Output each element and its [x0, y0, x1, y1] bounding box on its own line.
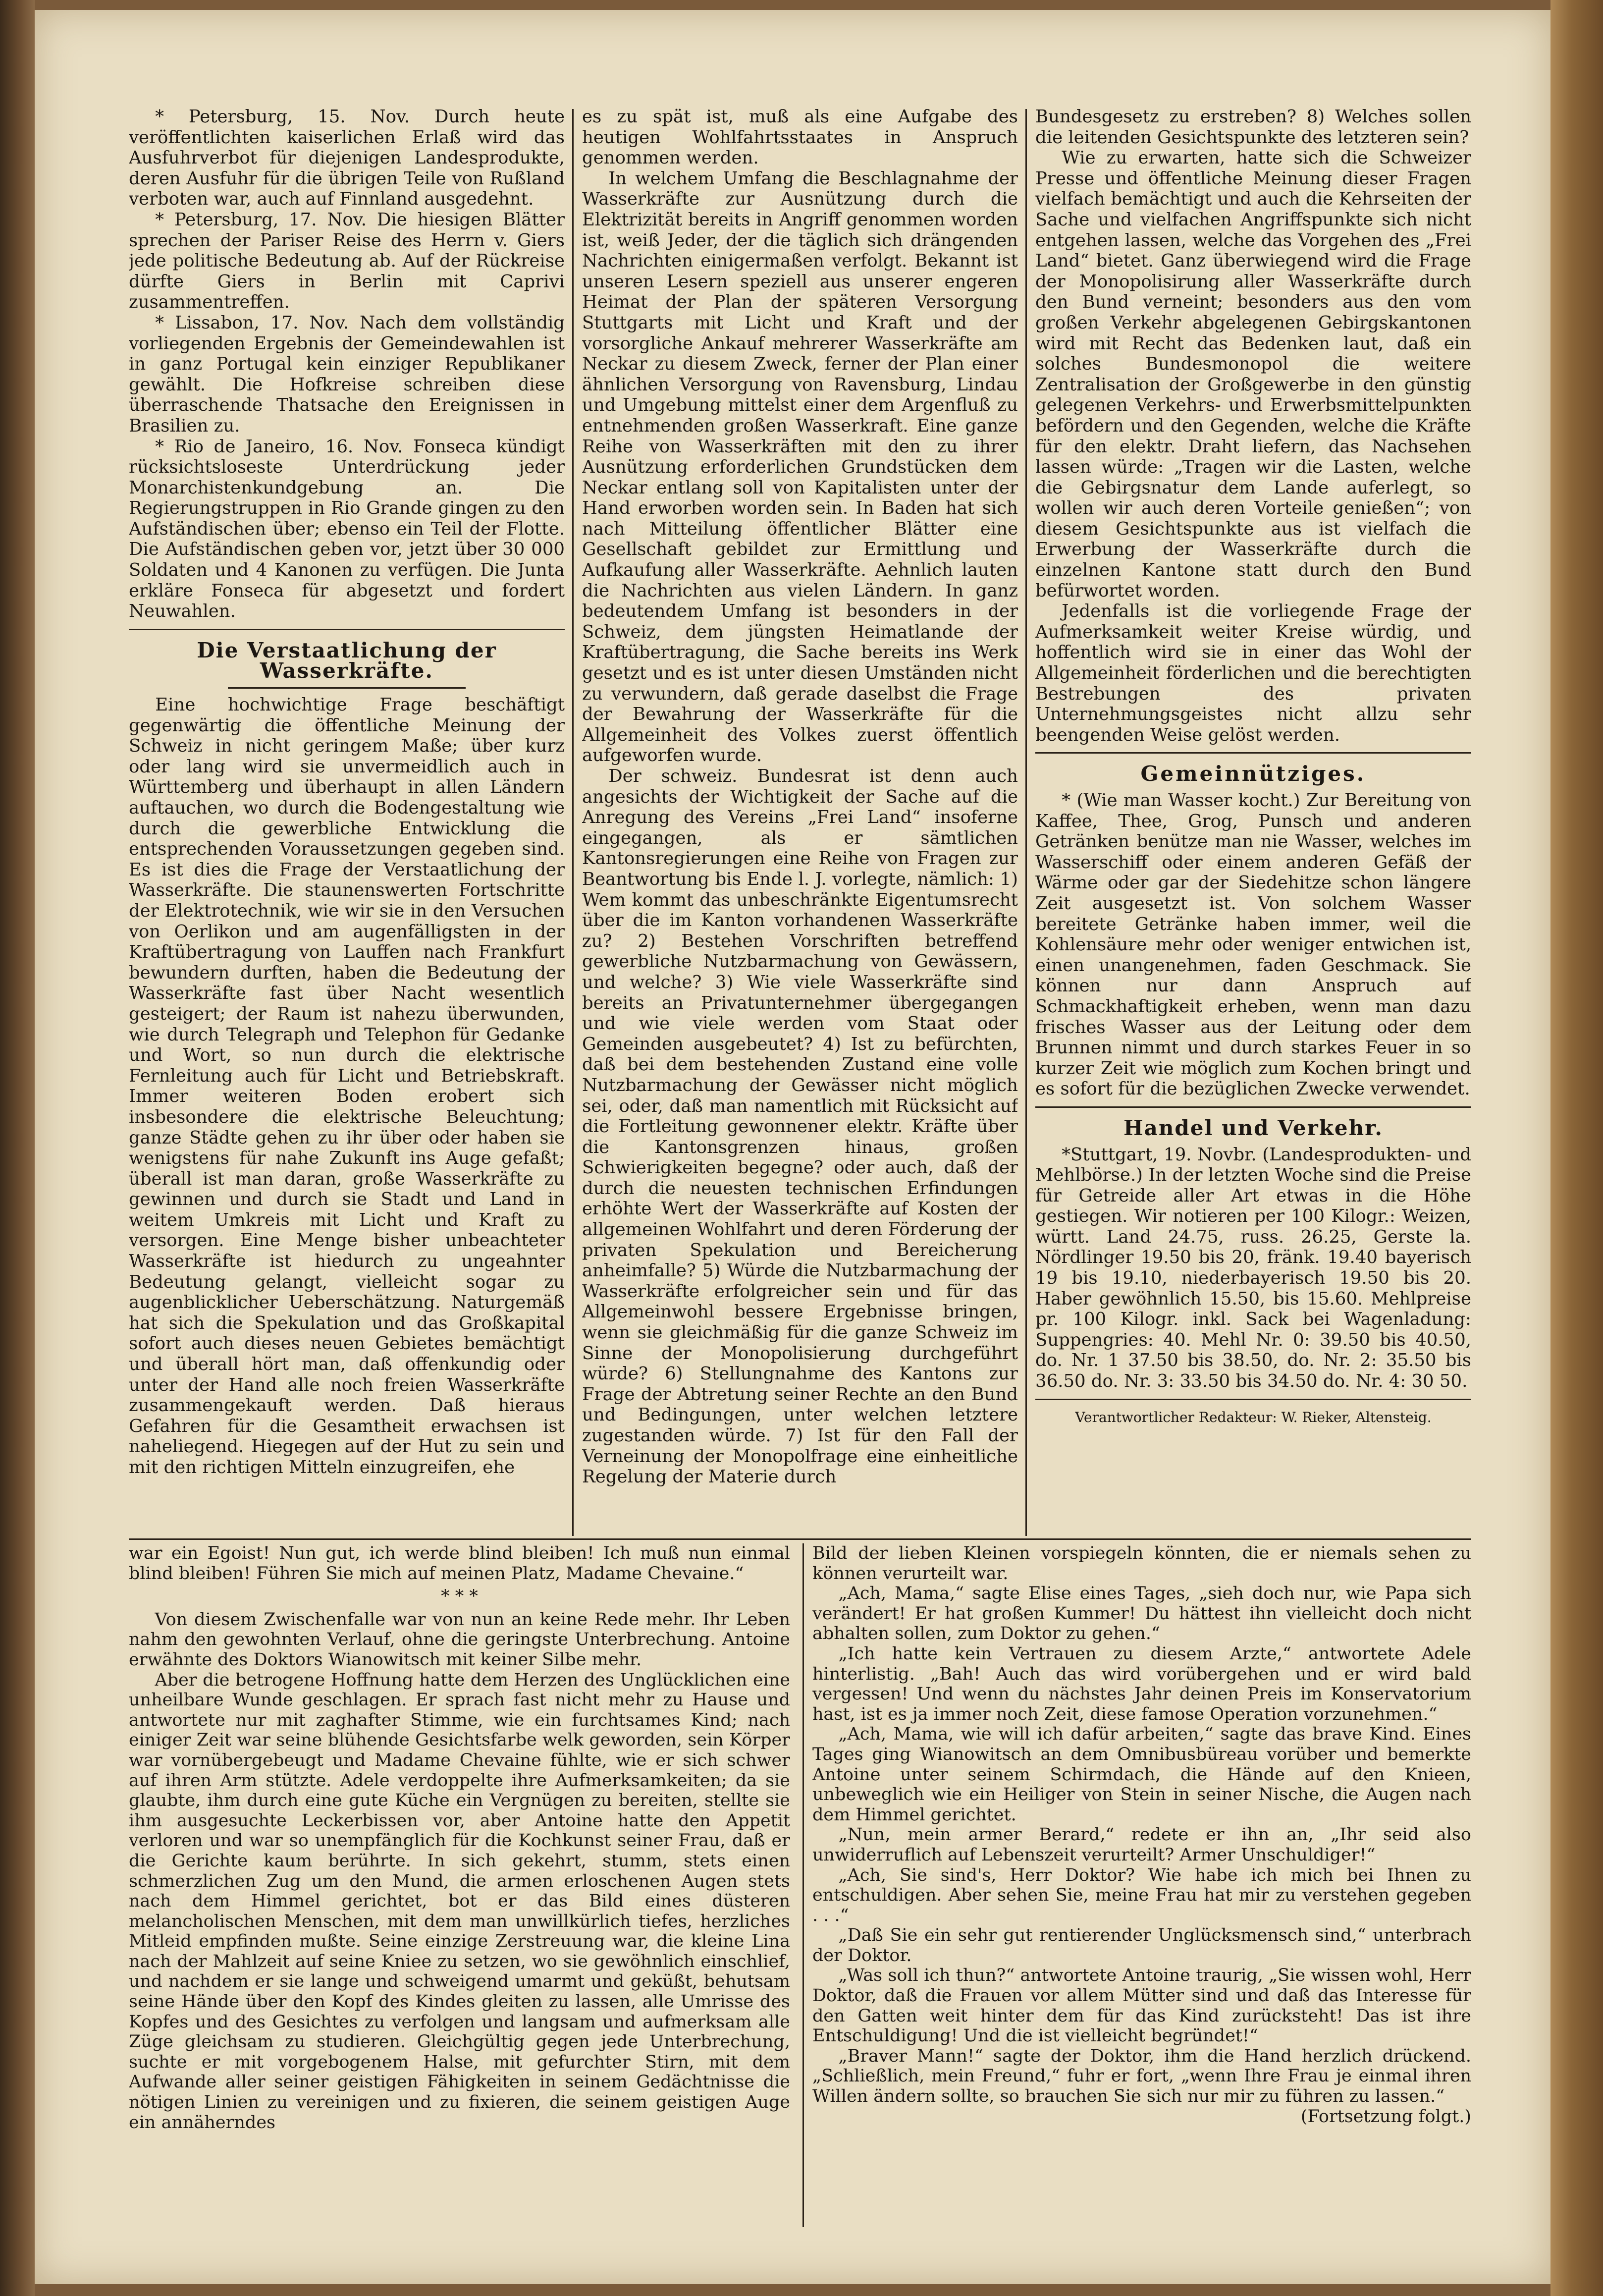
- book-binding: [0, 0, 35, 2296]
- paragraph: * Rio de Janeiro, 16. Nov. Fonseca kündigt rücksichtsloseste Unterdrückung jeder Monarchistenkundgebung an. Die Regierungstruppen in Rio Grande gingen zu den Aufständischen über; ebenso ein Teil der Flotte. Die Aufständischen geben vor, jetzt über 30 000 Soldaten und 4 Kanonen zu verfügen. Die Junta erkläre Fonseca für abgesetzt und fordert Neuwahlen.: [129, 436, 565, 622]
- paragraph: * Petersburg, 17. Nov. Die hiesigen Blätter sprechen der Pariser Reise des Herrn v. Giers jede politische Bedeutung ab. Auf der Rückreise dürfte Giers in Berlin mit Caprivi zusammentreffen.: [129, 209, 565, 313]
- paragraph: Wie zu erwarten, hatte sich die Schweizer Presse und öffentliche Meinung dieser Fragen vielfach bemächtigt und auch die Kehrseiten der Sache und vielfachen Angriffspunkte sich nicht entgehen lassen, welche das Vorgehen des „Frei Land“ bietet. Ganz überwiegend wird die Frage der Monopolisirung aller Wasserkräfte durch den Bund verneint; besonders aus den vom großen Verkehr abgelegenen Gebirgskantonen wird mit Recht das Bedenken laut, daß ein solches Bundesmonopol die weitere Zentralisation der Großgewerbe in den günstig gelegenen Verkehrs- und Erwerbsmittelpunkten befördern und den Gegenden, welche die Kräfte für den elektr. Draht liefern, das Nachsehen lassen würde: „Tragen wir die Lasten, welche die Gebirgsnatur dem Lande auferlegt, so wollen wir auch deren Vorteile genießen“; von diesem Gesichtspunkte aus ist vielfach die Erwerbung der Wasserkräfte durch die einzelnen Kantone statt durch den Bund befürwortet worden.: [1035, 148, 1471, 601]
- paragraph: * Petersburg, 15. Nov. Durch heute veröffentlichten kaiserlichen Erlaß wird das Ausfuhrverbot für diejenigen Landesprodukte, deren Ausfuhr für die übrigen Teile von Rußland verboten war, auch auf Finnland ausgedehnt.: [129, 107, 565, 210]
- paragraph: „Braver Mann!“ sagte der Doktor, ihm die Hand herzlich drückend. „Schließlich, mein Freund,“ fuhr er fort, „wenn Ihre Frau je einmal ihren Willen ändern sollte, so brauchen Sie sich nur mir zu führen zu lassen.“: [812, 2046, 1471, 2107]
- paragraph: „Ach, Mama,“ sagte Elise eines Tages, „sieh doch nur, wie Papa sich verändert! Er hat großen Kummer! Du hättest ihn vielleicht doch nicht abhalten sollen, zum Doktor zu gehen.“: [812, 1584, 1471, 1644]
- divider: [1035, 1106, 1471, 1108]
- paragraph: es zu spät ist, muß als eine Aufgabe des heutigen Wohlfahrtsstaates in Anspruch genommen werden.: [582, 107, 1018, 168]
- section-heading-gemeinnuetziges: Gemeinnütziges.: [1140, 762, 1366, 786]
- column-rule: [572, 109, 574, 1536]
- editor-imprint: Verantwortlicher Redakteur: W. Rieker, Altensteig.: [1075, 1409, 1432, 1425]
- article-conclusion: [1035, 107, 1471, 745]
- paragraph: „Ich hatte kein Vertrauen zu diesem Arzte,“ antwortete Adele hinterlistig. „Bah! Auch das wird vorübergehen und er wird bald vergessen! Und wenn du nächstes Jahr deinen Preis im Konservatorium hast, ist es ja immer noch Zeit, diese famose Operation vorzunehmen.“: [812, 1643, 1471, 1724]
- article-body: [129, 695, 565, 1478]
- paragraph: Jedenfalls ist die vorliegende Frage der Aufmerksamkeit weiter Kreise würdig, und hoffentlich wird sie in einer das Wohl der Allgemeinheit förderlichen und die berechtigten Bestrebungen des privaten Unternehmungsgeistes nicht allzu sehr beengenden Weise gelöst werden.: [1035, 601, 1471, 745]
- divider: [228, 687, 466, 689]
- column-rule: [1025, 109, 1027, 1536]
- gemeinnuetziges-item: * (Wie man Wasser kocht.) Zur Bereitung von Kaffee, Thee, Grog, Punsch und anderen Getränken benütze man nie Wasser, welches im Wasserschiff oder einem anderen Gefäß der Wärme oder gar der Siedehitze schon längere Zeit ausgesetzt ist. Von solchem Wasser bereitete Getränke haben immer, weil die Kohlensäure mehr oder weniger entwichen ist, einen unangenehmen, faden Geschmack. Sie können nur dann Anspruch auf Schmackhaftigkeit erheben, wenn man dazu frisches Wasser aus der Leitung oder dem Brunnen nimmt und durch starkes Feuer in so kurzer Zeit wie möglich zum Kochen bringt und es sofort für die bezüglichen Zwecke verwendet.: [1035, 790, 1471, 1099]
- market-report: *Stuttgart, 19. Novbr. (Landesprodukten- und Mehlbörse.) In der letzten Woche sind die Preise für Getreide aller Art etwas in die Höhe gestiegen. Wir notieren per 100 Kilogr.: Weizen, württ. Land 24.75, russ. 26.25, Gerste la. Nördlinger 19.50 bis 20, fränk. 19.40 bayerisch 19 bis 19.10, niederbayerisch 19.50 bis 20. Haber gewöhnlich 15.50, bis 15.60. Mehlpreise pr. 100 Kilogr. inkl. Sack bei Wagenladung: Suppengries: 40. Mehl Nr. 0: 39.50 bis 40.50, do. Nr. 1 37.50 bis 38.50, do. Nr. 2: 35.50 bis 36.50 do. Nr. 3: 33.50 bis 34.50 do. Nr. 4: 30 50.: [1035, 1144, 1471, 1392]
- paragraph: Bundesgesetz zu erstreben? 8) Welches sollen die leitenden Gesichtspunkte des letzteren sein?: [1035, 107, 1471, 148]
- paragraph: war ein Egoist! Nun gut, ich werde blind bleiben! Ich muß nun einmal blind bleiben! Führen Sie mich auf meinen Platz, Madame Chevaine.“: [129, 1543, 790, 1584]
- continued-note: (Fortsetzung folgt.): [1300, 2106, 1471, 2127]
- article-heading: Die Verstaatlichung der Wasserkräfte.: [197, 638, 497, 683]
- feuilleton-right: [812, 1543, 1471, 2227]
- divider: [1035, 752, 1471, 754]
- paragraph: Der schweiz. Bundesrat ist denn auch angesichts der Wichtigkeit der Sache auf die Anregung des Vereins „Frei Land“ insoferne eingegangen, als er sämtlichen Kantonsregierungen eine Reihe von Fragen zur Beantwortung bis Ende l. J. vorlegte, nämlich: 1) Wem kommt das unbeschränkte Eigentumsrecht über die im Kanton vorhandenen Wasserkräfte zu? 2) Bestehen Vorschriften betreffend gewerbliche Nutzbarmachung von Gewässern, und welche? 3) Wie viele Wasserkräfte sind bereits an Privatunternehmer übergegangen und wie viele werden vom Staat oder Gemeinden ausgebeutet? 4) Ist zu befürchten, daß bei dem bestehenden Zustand eine volle Nutzbarmachung der Gewässer nicht möglich sei, oder, daß man namentlich mit Rücksicht auf die Fortleitung gewonnener elektr. Kräfte über die Kantonsgrenzen hinaus, großen Schwierigkeiten begegne? oder auch, daß der durch die neuesten technischen Erfindungen erhöhte Wert der Wasserkräfte auf Kosten der allgemeinen Wohlfahrt und deren Förderung der privaten Spekulation und Bereicherung anheimfalle? 5) Würde die Nutzbarmachung der Wasserkräfte erfolgreicher sein und für das Allgemeinwohl bessere Ergebnisse bringen, wenn sie gleichmäßig für die ganze Schweiz im Sinne der Monopolisierung durchgeführt würde? 6) Stellungnahme des Kantons zur Frage der Abtretung seiner Rechte an den Bund und Bedingungen, unter welchen letztere zugestanden würde. 7) Ist für den Fall der Verneinung der Monopolfrage eine einheitliche Regelung der Materie durch: [582, 766, 1018, 1487]
- feuilleton-rule: [129, 1538, 1471, 1540]
- paragraph: „Daß Sie ein sehr gut rentierender Unglücksmensch sind,“ unterbrach der Doktor.: [812, 1925, 1471, 1966]
- paragraph: Bild der lieben Kleinen vorspiegeln könnten, die er niemals sehen zu können verurteilt war.: [812, 1543, 1471, 1584]
- column-1: [129, 107, 565, 1524]
- divider: [129, 629, 565, 630]
- column-2: [582, 107, 1018, 1524]
- paragraph: „Nun, mein armer Berard,“ redete er ihn an, „Ihr seid also unwiderruflich auf Lebenszeit verurteilt? Armer Unschuldiger!“: [812, 1825, 1471, 1865]
- newspaper-page: [35, 10, 1550, 2284]
- paragraph: Eine hochwichtige Frage beschäftigt gegenwärtig die öffentliche Meinung der Schweiz in nicht geringem Maße; über kurz oder lang wird sie unvermeidlich auch in Württemberg und überhaupt in allen Ländern auftauchen, wo durch die Bodengestaltung wie durch die gewerbliche Entwicklung die entsprechenden Voraussetzungen gegeben sind. Es ist dies die Frage der Verstaatlichung der Wasserkräfte. Die staunenswerten Fortschritte der Elektrotechnik, wie wir sie in den Versuchen von Oerlikon und am augenfälligsten in der Kraftübertragung von Lauffen nach Frankfurt bewundern durften, haben die Bedeutung der Wasserkräfte fast über Nacht wesentlich gesteigert; der Raum ist nahezu überwunden, wie durch Telegraph und Telephon für Gedanke und Wort, so nun durch die elektrische Fernleitung auch für Licht und Betriebskraft. Immer weiteren Boden erobert sich insbesondere die elektrische Beleuchtung; ganze Städte gehen zu ihr über oder haben sie wenigstens für nahe Zukunft ins Auge gefaßt; überall ist man daran, große Wasserkräfte zu gewinnen und durch sie Stadt und Land in weitem Umkreis mit Licht und Kraft zu versorgen. Eine Menge bisher unbeachteter Wasserkräfte ist hiedurch zu ungeahnter Bedeutung gelangt, vielleicht sogar zu augenblicklicher Ueberschätzung. Naturgemäß hat sich die Spekulation und das Großkapital sofort auch dieses neuen Gebietes bemächtigt und überall hört man, daß offenkundig oder unter der Hand alle noch freien Wasserkräfte zusammengekauft werden. Daß hieraus Gefahren für die Gesamtheit erwachsen ist naheliegend. Hiegegen auf der Hut zu sein und mit den richtigen Mitteln einzugreifen, ehe: [129, 695, 565, 1477]
- column-3: [1035, 107, 1471, 1533]
- paragraph: Aber die betrogene Hoffnung hatte dem Herzen des Unglücklichen eine unheilbare Wunde geschlagen. Er sprach fast nicht mehr zu Hause und antwortete nur mit zaghafter Stimme, wie ein furchtsames Kind; nach einiger Zeit war seine blühende Gesichtsfarbe welk geworden, sein Körper war vornübergebeugt und Madame Chevaine fühlte, wie er sich schwer auf ihren Arm stützte. Adele verdoppelte ihre Aufmerksamkeiten; da sie glaubte, ihm durch eine gute Küche ein Vergnügen zu bereiten, stellte sie ihm ausgesuchte Leckerbissen vor, aber Antoine hatte den Appetit verloren und war so unempfänglich für die Kochkunst seiner Frau, daß er die Gerichte kaum berührte. In sich gekehrt, stumm, stets einen schmerzlichen Zug um den Mund, die armen erloschenen Augen stets nach dem Himmel gerichtet, bot er das Bild eines düsteren melancholischen Menschen, mit dem man unwillkürlich tiefes, herzliches Mitleid empfinden mußte. Seine einzige Zerstreuung war, die kleine Lina nach der Mahlzeit auf seine Kniee zu setzen, wo sie gewöhnlich einschlief, und nachdem er sie lange und schweigend umarmt und geküßt, behutsam seine Hände über den Kopf des Kindes gleiten zu lassen, alle Umrisse des Kopfes und des Gesichtes zu verfolgen und langsam und aufmerksam alle Züge gleichsam zu studieren. Gleichgültig gegen jede Unterbrechung, suchte er mit vorgebogenem Halse, mit gefurchter Stirn, mit dem Aufwande aller seiner geistigen Fähigkeiten in seinem Gedächtnisse die nötigen Linien zu vereinigen und zu fixieren, die seinem geistigen Auge ein annäherndes: [129, 1670, 790, 2132]
- paragraph: „Ach, Mama, wie will ich dafür arbeiten,“ sagte das brave Kind. Eines Tages ging Wianowitsch an dem Omnibusbüreau vorüber und bemerkte Antoine unter seinem Schirmdach, die Hände auf den Knieen, unbeweglich wie ein Heiliger von Stein in seiner Nische, die Augen nach dem Himmel gerichtet.: [812, 1724, 1471, 1825]
- section-heading-handel: Handel und Verkehr.: [1123, 1115, 1383, 1140]
- news-items: [129, 107, 565, 622]
- paragraph: „Was soll ich thun?“ antwortete Antoine traurig, „Sie wissen wohl, Herr Doktor, daß die Frauen vor allem Mütter sind und daß das Interesse für den Gatten weit hinter dem für das Kind zurücksteht! Das ist ihre Entschuldigung! Und die ist vielleicht begründet!“: [812, 1966, 1471, 2046]
- paragraph: Von diesem Zwischenfalle war von nun an keine Rede mehr. Ihr Leben nahm den gewohnten Verlauf, ohne die geringste Unterbrechung. Antoine erwähnte des Doktors Wianowitsch mit keiner Silbe mehr.: [129, 1609, 790, 1670]
- divider: [1035, 1399, 1471, 1400]
- feuilleton-left: [129, 1543, 790, 2227]
- article-continuation: [582, 107, 1018, 1487]
- column-rule: [802, 1543, 804, 2227]
- section-stars: * * *: [441, 1586, 478, 1607]
- paragraph: In welchem Umfang die Beschlagnahme der Wasserkräfte zur Ausnützung durch die Elektrizität bereits in Angriff genommen worden ist, weiß Jeder, der die täglich sich drängenden Nachrichten einigermaßen verfolgt. Bekannt ist unseren Lesern speziell aus unserer engeren Heimat der Plan der späteren Versorgung Stuttgarts mit Licht und Kraft und der vorsorgliche Ankauf mehrerer Wasserkräfte am Neckar zu diesem Zweck, ferner der Plan einer ähnlichen Versorgung von Ravensburg, Lindau und Umgebung mittelst einer dem Argenfluß zu entnehmenden großen Wasserkraft. Eine ganze Reihe von Wasserkräften mit den zu ihrer Ausnützung erforderlichen Grundstücken dem Neckar entlang soll von Kapitalisten unter der Hand erworben worden sein. In Baden hat sich nach Mitteilung öffentlicher Blätter eine Gesellschaft gebildet zur Ermittlung und Aufkaufung aller Wasserkräfte. Aehnlich lauten die Nachrichten aus vielen Ländern. In ganz bedeutendem Umfang ist besonders in der Schweiz, dem jüngsten Heimatlande der Kraftübertragung, die Sache bereits ins Werk gesetzt und es ist unter diesen Umständen nicht zu verwundern, daß gerade daselbst die Frage der Bewahrung der Wasserkräfte für die Allgemeinheit des Volkes zuerst öffentlich aufgeworfen wurde.: [582, 168, 1018, 766]
- paragraph: * Lissabon, 17. Nov. Nach dem vollständig vorliegenden Ergebnis der Gemeindewahlen ist in ganz Portugal kein einziger Republikaner gewählt. Die Hofkreise schreiben diese überraschende Thatsache den Ereignissen in Brasilien zu.: [129, 312, 565, 436]
- paragraph: „Ach, Sie sind's, Herr Doktor? Wie habe ich mich bei Ihnen zu entschuldigen. Aber sehen Sie, meine Frau hat mir zu verstehen gegeben . . .“: [812, 1865, 1471, 1925]
- page-edge: [1550, 0, 1603, 2296]
